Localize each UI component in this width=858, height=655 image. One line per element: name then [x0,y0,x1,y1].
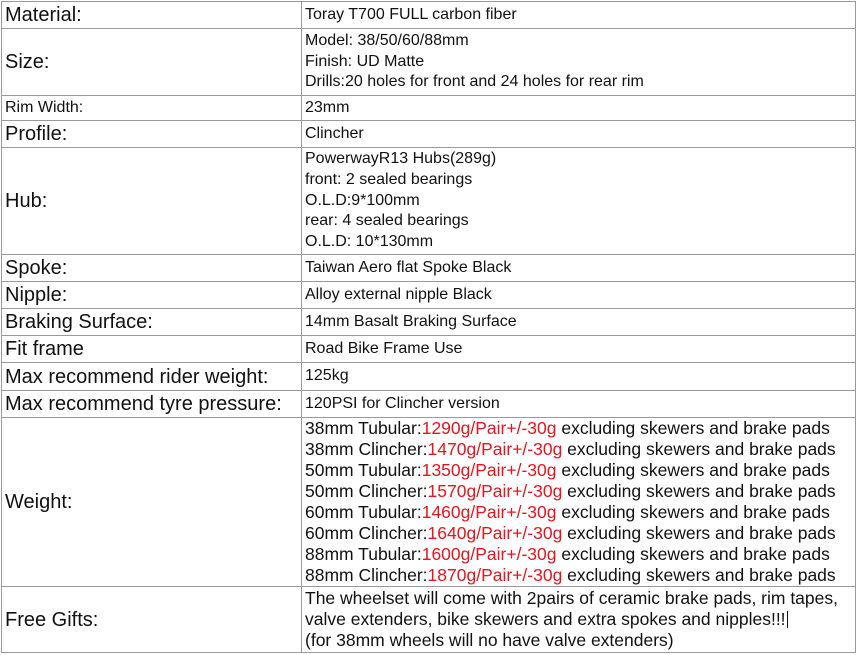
value-profile [302,121,856,148]
value-line: O.L.D: 10*130mm [305,233,434,251]
value-hub [302,148,856,255]
value-tyre-pressure [302,391,856,418]
weight-entry-value: 1570g/Pair+/-30g [427,481,563,501]
label-profile: Profile: [2,121,302,148]
weight-entry-note: excluding skewers and brake pads [562,523,836,543]
spec-row-free-gifts [2,587,856,653]
weight-entry-note: excluding skewers and brake pads [562,439,836,459]
weight-entry-note: excluding skewers and brake pads [562,481,836,501]
spec-row-tyre-pressure [2,391,856,418]
label-weight: Weight: [2,418,302,587]
value-line: Clincher [305,124,364,142]
weight-entry-value: 1600g/Pair+/-30g [421,544,557,564]
value-line: O.L.D:9*100mm [305,191,420,209]
value-nipple [302,282,856,309]
spec-row-weight [2,418,856,587]
weight-entry-note: excluding skewers and brake pads [556,460,830,480]
value-free-gifts [302,587,856,653]
weight-entry-model: 38mm Tubular: [305,418,422,438]
spec-row-nipple [2,282,856,309]
value-line: Road Bike Frame Use [305,339,463,357]
label-hub: Hub: [2,148,302,255]
weight-entry-value: 1640g/Pair+/-30g [427,523,563,543]
weight-entry [305,460,855,481]
weight-entry-model: 88mm Tubular: [305,544,422,564]
value-line: rear: 4 sealed bearings [305,212,469,230]
value-weight [302,418,856,587]
value-line: Model: 38/50/60/88mm [305,31,469,49]
value-line: Taiwan Aero flat Spoke Black [305,258,512,276]
spec-row-size [2,29,856,96]
label-rim-width: Rim Width: [2,96,302,121]
value-line: 23mm [305,98,350,116]
value-line: Alloy external nipple Black [305,285,492,303]
value-rider-weight [302,363,856,391]
spec-row-braking-surface [2,309,856,336]
value-line: front: 2 sealed bearings [305,170,473,188]
weight-entry-value: 1290g/Pair+/-30g [421,418,557,438]
label-free-gifts: Free Gifts: [2,587,302,653]
label-braking-surface: Braking Surface: [2,309,302,336]
label-spoke: Spoke: [2,255,302,282]
value-rim-width [302,96,856,121]
spec-row-rider-weight [2,363,856,391]
spec-row-fit-frame [2,336,856,363]
value-line: Toray T700 FULL carbon fiber [305,5,517,23]
weight-entry [305,565,855,586]
weight-entry [305,418,855,439]
value-braking-surface [302,309,856,336]
weight-entry-model: 88mm Clincher: [305,565,428,585]
weight-entry-value: 1870g/Pair+/-30g [427,565,563,585]
value-line: (for 38mm wheels will no have valve extenders) [305,630,674,650]
spec-row-hub [2,148,856,255]
spec-row-profile [2,121,856,148]
label-tyre-pressure: Max recommend tyre pressure: [2,391,302,418]
value-line: 120PSI for Clincher version [305,394,500,412]
weight-entry [305,523,855,544]
value-line: Finish: UD Matte [305,52,425,70]
value-line: PowerwayR13 Hubs(289g) [305,150,497,167]
weight-entry-value: 1460g/Pair+/-30g [421,502,557,522]
weight-entry-model: 60mm Tubular: [305,502,422,522]
weight-entry-model: 38mm Clincher: [305,439,428,459]
label-size: Size: [2,29,302,96]
weight-entry [305,439,855,460]
label-material: Material: [2,2,302,29]
weight-entry-note: excluding skewers and brake pads [556,544,830,564]
value-line: 125kg [305,367,349,385]
label-rider-weight: Max recommend rider weight: [2,363,302,391]
label-fit-frame: Fit frame [2,336,302,363]
weight-entry-note: excluding skewers and brake pads [556,418,830,438]
spec-row-rim-width [2,96,856,121]
weight-entry-value: 1350g/Pair+/-30g [421,460,557,480]
weight-entry-note: excluding skewers and brake pads [562,565,836,585]
value-spoke [302,255,856,282]
value-material [302,2,856,29]
value-line-text: valve extenders, bike skewers and extra spokes and nipples!!! [305,609,786,629]
text-cursor [787,611,788,628]
label-nipple: Nipple: [2,282,302,309]
weight-entry-note: excluding skewers and brake pads [556,502,830,522]
value-fit-frame [302,336,856,363]
weight-entry [305,544,855,565]
value-line: Drills:20 holes for front and 24 holes for rear rim [305,73,644,91]
value-line: 14mm Basalt Braking Surface [305,312,517,330]
weight-entry-model: 60mm Clincher: [305,523,428,543]
spec-table-body [2,2,856,653]
weight-entry-model: 50mm Tubular: [305,460,422,480]
value-line [305,609,855,630]
value-size [302,29,856,96]
spec-row-spoke [2,255,856,282]
weight-entry [305,481,855,502]
spec-row-material [2,2,856,29]
value-line: The wheelset will come with 2pairs of ceramic brake pads, rim tapes, [305,588,838,608]
weight-entry-value: 1470g/Pair+/-30g [427,439,563,459]
weight-entry [305,502,855,523]
weight-entry-model: 50mm Clincher: [305,481,428,501]
spec-table [1,1,856,653]
